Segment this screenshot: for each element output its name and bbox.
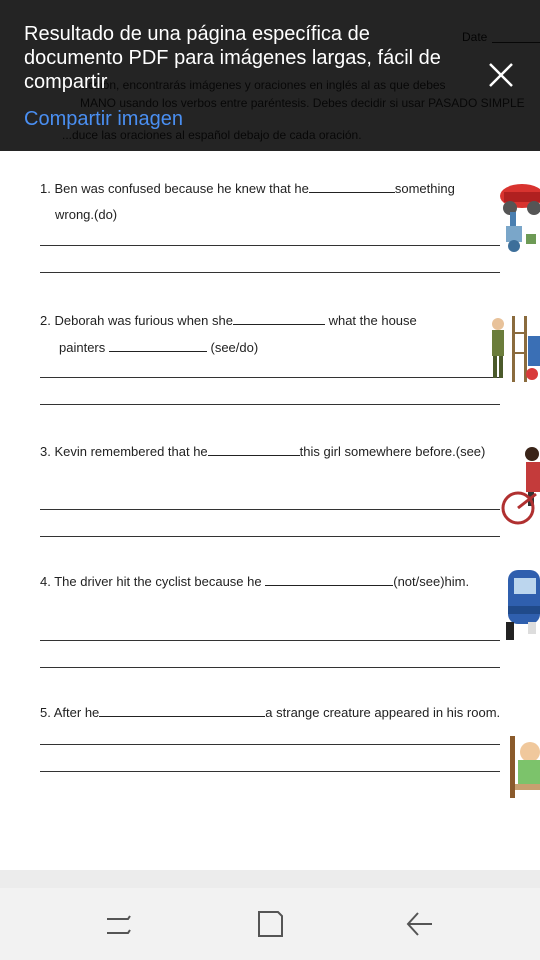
question-2-continued [59,340,258,355]
share-image-button[interactable]: Compartir imagen [24,108,183,130]
answer-line[interactable] [40,404,500,405]
answer-line[interactable] [40,509,500,510]
home-icon [240,900,300,948]
question-text: painters [59,340,109,355]
question-text: this girl somewhere before.(see) [299,444,486,459]
answer-line[interactable] [40,272,500,273]
home-button[interactable] [240,900,300,948]
answer-blank[interactable] [265,585,393,586]
question-text: a strange creature appeared in his room. [265,705,501,720]
recents-button[interactable] [88,900,148,948]
question-number: 2. [40,313,51,328]
painters-illustration [484,312,540,386]
answer-blank[interactable] [208,455,300,456]
question-1 [40,181,455,196]
overlay-title: Resultado de una página específica de documento PDF para imágenes largas, fácil de compartir [24,23,441,93]
blue-car-illustration [504,566,540,642]
question-text: The driver hit the cyclist because he [54,574,266,589]
answer-line[interactable] [40,245,500,246]
system-navigation-bar [0,888,540,960]
recents-icon [88,900,148,948]
answer-blank[interactable] [99,716,265,717]
cyclist-girl-illustration [498,444,540,526]
question-number: 3. [40,444,51,459]
question-3 [40,444,485,459]
question-text: Kevin remembered that he [54,444,208,459]
answer-blank[interactable] [309,192,395,193]
question-text: Deborah was furious when she [54,313,233,328]
close-button[interactable] [484,58,518,92]
question-text: (see/do) [206,340,259,355]
question-2 [40,313,417,328]
answer-blank[interactable] [109,351,207,352]
answer-line[interactable] [40,377,500,378]
answer-line[interactable] [40,536,500,537]
bed-illustration [508,730,540,798]
close-icon [484,58,518,92]
question-5 [40,705,500,720]
question-1-continued: wrong.(do) [55,207,118,222]
question-4 [40,574,469,589]
page-bottom-gap [0,870,540,888]
question-text: what the house [324,313,417,328]
question-text: something [394,181,455,196]
car-repair-illustration [496,176,540,254]
question-number: 5. [40,705,51,720]
question-number: 1. [40,181,51,196]
answer-line[interactable] [40,667,500,668]
question-text: After he [53,705,100,720]
answer-line[interactable] [40,640,500,641]
question-text: Ben was confused because he knew that he [54,181,309,196]
question-number: 4. [40,574,51,589]
back-icon [390,900,450,948]
answer-blank[interactable] [233,324,325,325]
question-text: (not/see)him. [393,574,470,589]
back-button[interactable] [390,900,450,948]
answer-line[interactable] [40,744,500,745]
answer-line[interactable] [40,771,500,772]
share-overlay [0,0,540,151]
